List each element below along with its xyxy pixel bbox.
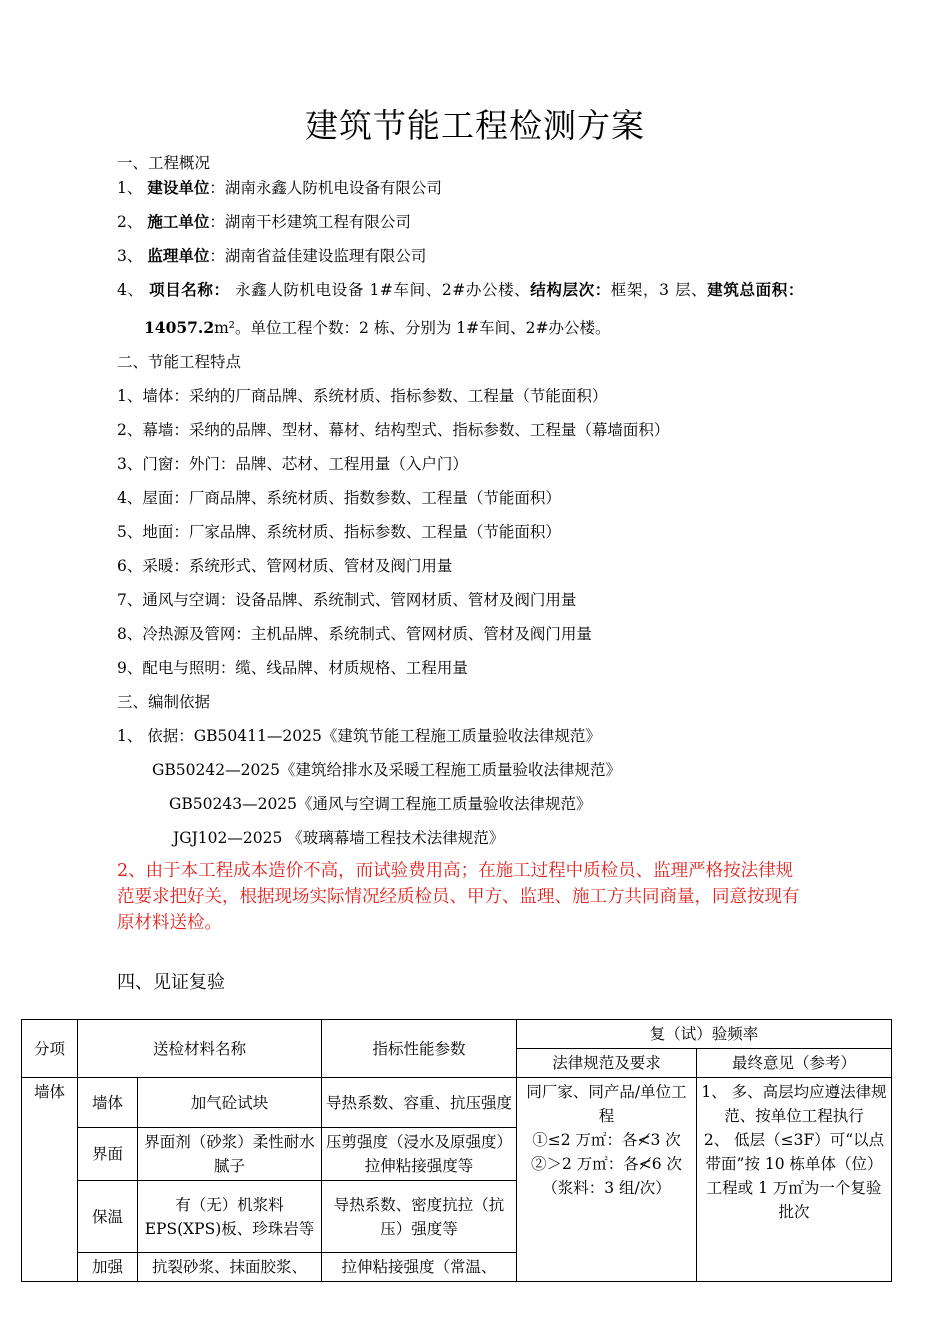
spec-line: ②＞2 万㎡：各≮6 次 [530,1155,683,1173]
params-cell: 导热系数、密度抗拉（抗压）强度等 [322,1181,517,1253]
item-number: 4、 [117,281,144,299]
construction-unit-label: 建设单位 [147,178,210,197]
page-title: 建筑节能工程检测方案 [305,106,645,145]
sub-item-cell: 界面 [78,1128,138,1181]
retest-table [21,1019,892,1282]
final-line: 1、 多、高层均应遵法律规范、按单位工程执行 [701,1083,887,1125]
spec-line: 同厂家、同产品/单位工程 [526,1083,687,1125]
structure-label: 结构层次 [530,280,595,299]
unit-count-text: 。单位工程个数：2 栋、分别为 1#车间、2#办公楼。 [235,319,611,337]
section2-heading: 二、节能工程特点 [117,353,242,371]
construction-unit-value: 湖南永鑫人防机电设备有限公司 [224,179,442,197]
project-area-line [144,316,610,338]
header-item: 分项 [22,1020,78,1078]
material-cell: 有（无）机浆料 EPS(XPS)板、珍珠岩等 [138,1181,322,1253]
construction-unit-line: 1、 建设单位：湖南永鑫人防机电设备有限公司 [117,178,442,197]
feature-item: 7、通风与空调：设备品牌、系统制式、管网材质、管材及阀门用量 [117,591,577,609]
feature-item: 2、幕墙：采纳的品牌、型材、幕材、结构型式、指标参数、工程量（幕墙面积） [117,421,670,439]
total-area-label: 建筑总面积 [707,280,788,299]
contractor-unit-value: 湖南干杉建筑工程有限公司 [224,213,411,231]
spec-line: （浆料：3 组/次） [542,1179,671,1197]
material-cell: 界面剂（砂浆）柔性耐水腻子 [138,1128,322,1181]
project-name-label: 项目名称 [149,280,214,299]
supervision-unit-line: 3、 监理单位：湖南省益佳建设监理有限公司 [117,246,427,265]
header-final: 最终意见（参考） [697,1049,892,1078]
params-cell: 压剪强度（浸水及原强度）拉伸粘接强度等 [322,1128,517,1181]
supervision-unit-label: 监理单位 [147,246,210,265]
structure-value: 框架，3 层、 [610,281,708,299]
params-cell: 拉伸粘接强度（常温、 [322,1253,517,1282]
section3-heading: 三、编制依据 [117,693,211,711]
basis-item: JGJ102—2025 《玻璃幕墙工程技术法律规范》 [173,829,505,847]
section4-heading: 四、见证复验 [117,972,225,993]
item-number: 2、 [117,213,143,231]
item-number: 1、 [117,179,143,197]
material-cell: 抗裂砂浆、抹面胶浆、 [138,1253,322,1282]
testing-note [117,858,877,936]
header-spec: 法律规范及要求 [517,1049,697,1078]
final-line: 2、 低层（≤3F）可“以点带面”按 10 栋单体（位）工程或 1 万㎡为一个复验批次 [703,1131,885,1221]
spec-cell [517,1078,697,1282]
testing-note-line: 范要求把好关，根据现场实际情况经质检员、甲方、监理、施工方共同商量，同意按现有 [117,887,800,907]
header-material: 送检材料名称 [78,1020,322,1078]
basis-item: GB50242—2025《建筑给排水及采暖工程施工质量验收法律规范》 [152,761,622,779]
area-unit: m² [214,319,236,337]
project-name-value: 永鑫人防机电设备 1#车间、2#办公楼、 [235,281,531,299]
contractor-unit-line: 2、 施工单位：湖南干杉建筑工程有限公司 [117,212,411,231]
contractor-unit-label: 施工单位 [147,212,210,231]
params-cell: 导热系数、容重、抗压强度 [322,1078,517,1128]
feature-item: 5、地面：厂家品牌、系统材质、指标参数、工程量（节能面积） [117,523,561,541]
sub-item-cell: 保温 [78,1181,138,1253]
feature-item: 1、墙体：采纳的厂商品牌、系统材质、指标参数、工程量（节能面积） [117,387,608,405]
header-params: 指标性能参数 [322,1020,517,1078]
material-cell: 加气砼试块 [138,1078,322,1128]
feature-item: 9、配电与照明：缆、线品牌、材质规格、工程用量 [117,659,468,677]
testing-note-line: 原材料送检。 [117,913,222,933]
feature-item: 4、屋面：厂商品牌、系统材质、指数参数、工程量（节能面积） [117,489,561,507]
final-cell [697,1078,892,1282]
item-number: 3、 [117,247,143,265]
feature-item: 8、冷热源及管网：主机品牌、系统制式、管网材质、管材及阀门用量 [117,625,592,643]
basis-item: 1、 依据：GB50411—2025《建筑节能工程施工质量验收法律规范》 [117,727,601,745]
basis-item: GB50243—2025《通风与空调工程施工质量验收法律规范》 [169,795,592,813]
sub-item-cell: 墙体 [78,1078,138,1128]
table-row [22,1078,892,1128]
header-frequency: 复（试）验频率 [517,1020,892,1049]
sub-item-cell: 加强 [78,1253,138,1282]
feature-item: 3、门窗：外门：品牌、芯材、工程用量（入户门） [117,455,468,473]
spec-line: ①≤2 万㎡：各≮3 次 [532,1131,681,1149]
section1-heading: 一、工程概况 [117,154,211,172]
group-cell: 墙体 [22,1078,78,1282]
feature-item: 6、采暖：系统形式、管网材质、管材及阀门用量 [117,557,453,575]
testing-note-line: 2、由于本工程成本造价不高，而试验费用高；在施工过程中质检员、监理严格按法律规 [117,861,794,881]
project-info-line: 4、 项目名称： 永鑫人防机电设备 1#车间、2#办公楼、结构层次：框架，3 层、建筑总面积： [117,280,804,299]
total-area-value: 14057.2 [144,318,215,337]
supervision-unit-value: 湖南省益佳建设监理有限公司 [224,247,427,265]
